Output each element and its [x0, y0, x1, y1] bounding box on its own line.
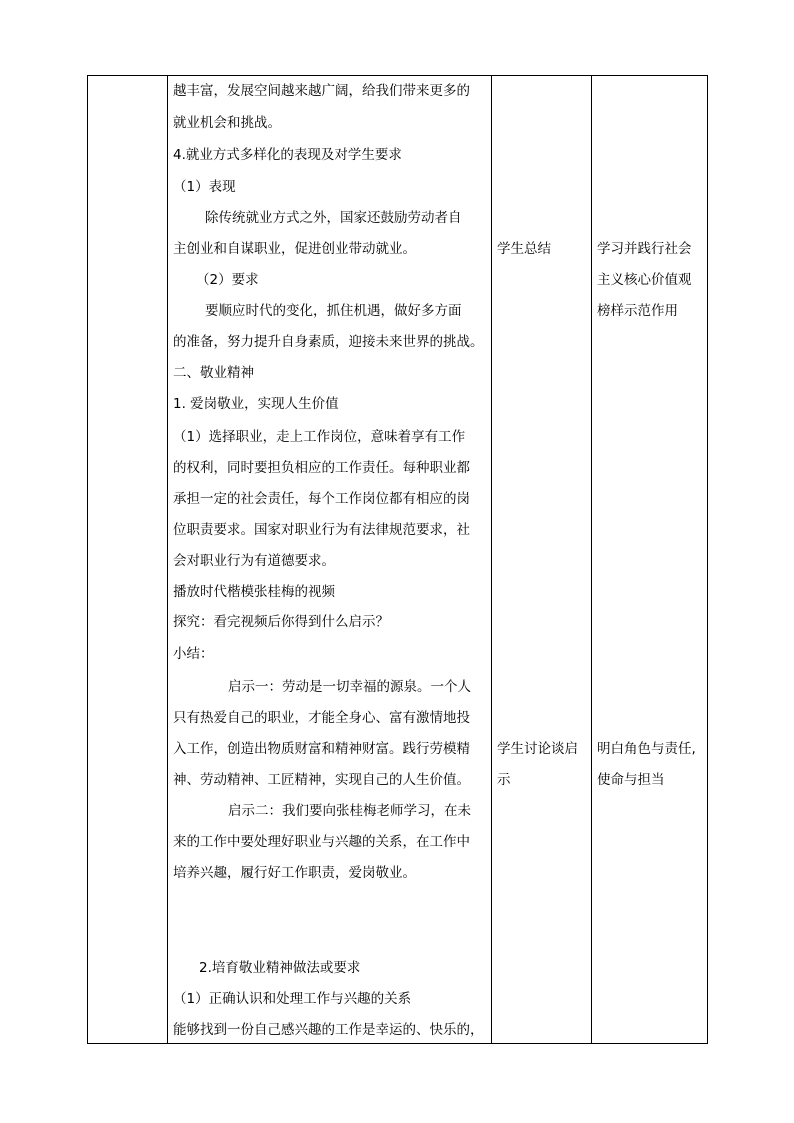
student-discuss-text: 学生讨论谈启 [497, 741, 578, 757]
content-line: 二、敬业精神 [173, 365, 254, 381]
student-discuss-text: 示 [497, 772, 511, 788]
content-line: 播放时代楷模张桂梅的视频 [173, 584, 335, 600]
empty-stage-column [88, 76, 168, 1044]
content-line: 只有热爱自己的职业，才能全身心、富有激情地投 [173, 710, 470, 726]
content-line: 4.就业方式多样化的表现及对学生要求 [173, 147, 402, 163]
content-line: 主创业和自谋职业，促进创业带动就业。 [173, 241, 416, 257]
lesson-plan-table [87, 75, 708, 1044]
content-line: 的权利，同时要担负相应的工作责任。每种职业都 [173, 460, 470, 476]
content-line: 越丰富，发展空间越来越广阔，给我们带来更多的 [173, 83, 470, 99]
intent-text: 明白角色与责任, [597, 741, 696, 757]
table-row [88, 76, 708, 1044]
teaching-content-column [168, 76, 492, 1044]
content-line: 启示二：我们要向张桂梅老师学习，在未 [228, 803, 471, 819]
content-line: 除传统就业方式之外，国家还鼓励劳动者自 [205, 210, 462, 226]
content-line: 来的工作中要处理好职业与兴趣的关系，在工作中 [173, 834, 470, 850]
content-line: （2）要求 [196, 272, 259, 288]
content-line: 神、劳动精神、工匠精神，实现自己的人生价值。 [173, 772, 470, 788]
content-line: （1）正确认识和处理工作与兴趣的关系 [173, 991, 412, 1007]
content-line: 入工作，创造出物质财富和精神财富。践行劳模精 [173, 741, 470, 757]
content-line: 会对职业行为有道德要求。 [173, 553, 335, 569]
content-line: 位职责要求。国家对职业行为有法律规范要求，社 [173, 522, 470, 538]
student-activity-column [492, 76, 592, 1044]
intent-text: 榜样示范作用 [597, 303, 678, 319]
content-line: 就业机会和挑战。 [173, 115, 281, 131]
content-line: 1. 爱岗敬业，实现人生价值 [173, 396, 339, 412]
intent-text: 使命与担当 [597, 772, 665, 788]
intent-text: 学习并践行社会 [597, 241, 692, 257]
content-line: 启示一：劳动是一切幸福的源泉。一个人 [228, 679, 471, 695]
content-line: （1）选择职业，走上工作岗位，意味着享有工作 [173, 429, 466, 445]
content-line: 2.培育敬业精神做法或要求 [199, 960, 361, 976]
intent-text: 主义核心价值观 [597, 272, 692, 288]
design-intent-column [592, 76, 708, 1044]
student-summary-text: 学生总结 [497, 241, 551, 257]
content-line: （1）表现 [173, 179, 236, 195]
content-line: 小结： [173, 646, 214, 662]
content-line: 的准备，努力提升自身素质，迎接未来世界的挑战。 [173, 334, 484, 350]
content-line: 培养兴趣，履行好工作职责，爱岗敬业。 [173, 865, 416, 881]
content-line: 承担一定的社会责任，每个工作岗位都有相应的岗 [173, 491, 470, 507]
content-line: 探究：看完视频后你得到什么启示？ [173, 614, 389, 630]
content-line: 要顺应时代的变化，抓住机遇，做好多方面 [205, 303, 462, 319]
content-line: 能够找到一份自己感兴趣的工作是幸运的、快乐的， [173, 1022, 484, 1038]
